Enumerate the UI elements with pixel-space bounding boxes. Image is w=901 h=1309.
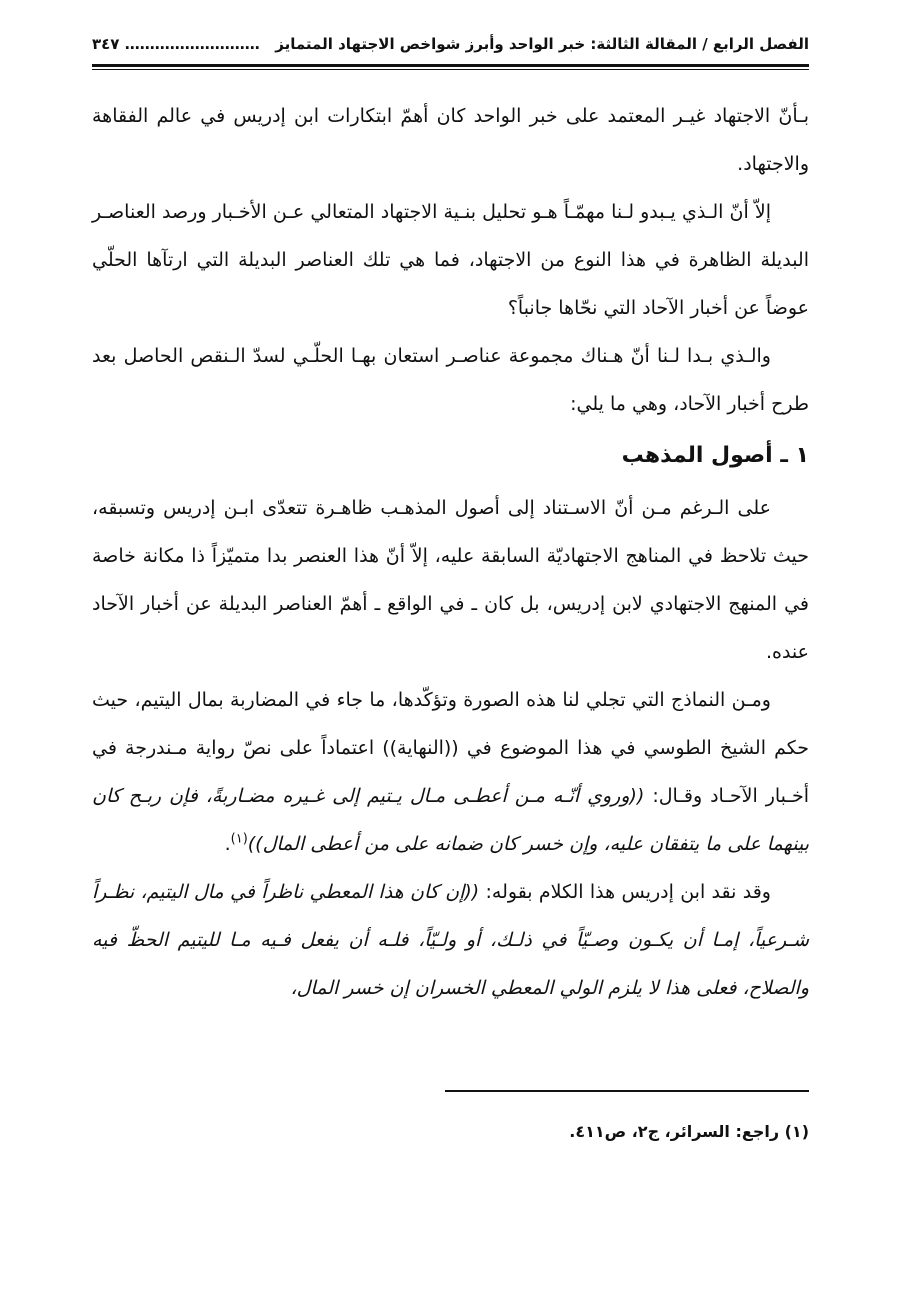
footnote-1: (١) راجع: السرائر، ج٢، ص٤١١. <box>569 1122 809 1141</box>
paragraph-5-quote: ((وروي أنّـه مـن أعطـى مـال يـتيم إلى غـيره مضـاربةً، فإن ربـح كان بينهما على ما يتفقان عليه، وإن خسر كان ضمانه على من أعطى المال)) <box>92 785 809 855</box>
header-rule-thin <box>92 69 809 70</box>
leader-dots: ……………………… <box>124 35 260 53</box>
header-rule <box>92 64 809 67</box>
paragraph-5 <box>92 676 809 868</box>
paragraph-1: بـأنّ الاجتهاد غيـر المعتمد على خبر الواحد كان أهمّ ابتكارات ابن إدريس في عالم الفقاهة والاجتهاد. <box>92 105 809 175</box>
header-page-number-group <box>92 35 260 53</box>
footnote-separator <box>445 1090 809 1092</box>
paragraph-6 <box>92 868 809 1012</box>
paragraph-5-lead: ومـن النماذج التي تجلي لنا هذه الصورة وتؤكّدها، ما جاء في المضاربة بمال اليتيم، حيث حكم الشيخ الطوسي في هذا الموضوع في ((النهاية)) اعتماداً على نصّ رواية مـندرجة في أخـبار الآحـاد وقـال: <box>92 689 810 807</box>
paragraph-2: إلاّ أنّ الـذي يـبدو لـنا مهمّـاً هـو تحليل بنـية الاجتهاد المتعالي عـن الأخـبار ورصد العناصـر البديلة الظاهرة في هذا النوع من الاجتهاد، فما هي تلك العناصر البديلة التي ارتآها الحلّي عوضاً عن أخبار الآحاد التي نحّاها جانباً؟ <box>92 201 809 319</box>
page-number: ٣٤٧ <box>92 35 120 53</box>
paragraph-4: على الـرغم مـن أنّ الاسـتناد إلى أصول المذهـب ظاهـرة تتعدّى ابـن إدريس وتسبقه، حيث تلاحظ في المناهج الاجتهاديّة السابقة عليه، إلاّ أنّ هذا العنصر بدا متميّزاً ذا مكانة خاصة في المنهج الاجتهادي لابن إدريس، بل كان ـ في الواقع ـ أهمّ العناصر البديلة عن أخبار الآحاد عنده. <box>92 497 809 663</box>
footnote-marker[interactable]: (١) <box>230 831 248 847</box>
section-heading: ١ ـ أصول المذهب <box>621 443 809 468</box>
paragraph-6-quote: ((إن كان هذا المعطي ناظراً في مال اليتيم، نظـراً شـرعياً، إمـا أن يكـون وصـيّاً في ذلـك، أو ولـيّاً، فلـه أن يفعل فـيه مـا لليتيم الحظّ فيه والصلاح، فعلى هذا لا يلزم الولي المعطي الخسران إن خسر المال، <box>92 881 809 999</box>
paragraph-5-end: . <box>224 833 231 855</box>
running-title: الفصل الرابع / المقالة الثالثة: خبر الواحد وأبرز شواخص الاجتهاد المتمايز <box>275 35 809 53</box>
page-header <box>92 28 809 60</box>
paragraph-6-lead: وقد نقد ابن إدريس هذا الكلام بقوله: <box>479 881 771 903</box>
main-text <box>92 92 809 1012</box>
paragraph-3: والـذي بـدا لـنا أنّ هـناك مجموعة عناصـر استعان بهـا الحلّـي لسدّ الـنقص الحاصل بعد طرح أخبار الآحاد، وهي ما يلي: <box>92 345 809 415</box>
